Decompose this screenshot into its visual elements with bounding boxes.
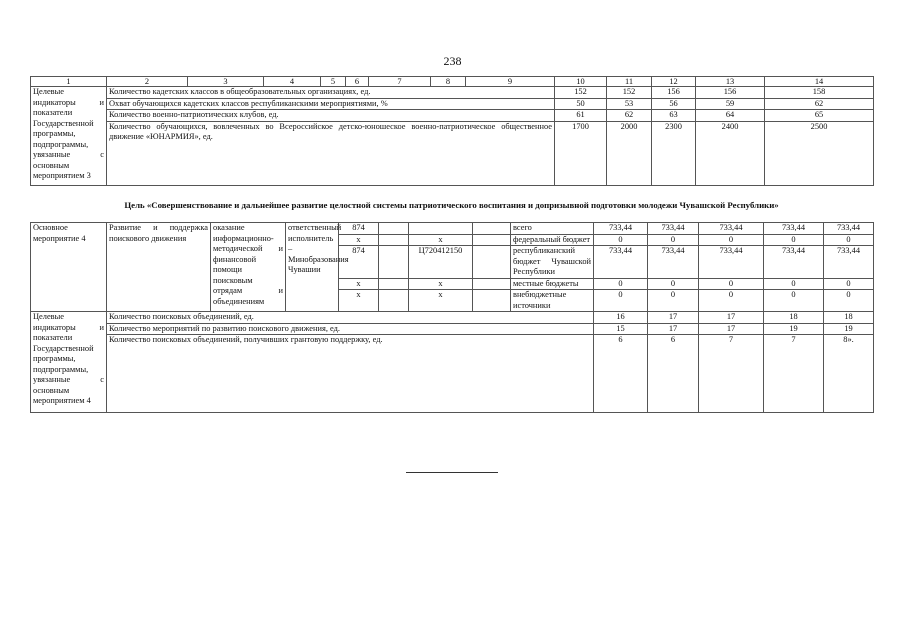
value-cell: 62 xyxy=(607,110,652,122)
empty-cell xyxy=(379,278,409,290)
col-num: 6 xyxy=(346,77,369,87)
code-cell: x xyxy=(339,278,379,290)
value-cell: 733,44 xyxy=(764,223,824,235)
value-cell: 56 xyxy=(652,98,696,110)
value-cell: 6 xyxy=(594,335,648,413)
value-cell: 152 xyxy=(607,87,652,99)
col-num: 14 xyxy=(765,77,874,87)
value-cell: 17 xyxy=(648,312,699,324)
value-cell: 19 xyxy=(824,323,874,335)
value-cell: 0 xyxy=(764,234,824,246)
col-num: 10 xyxy=(555,77,607,87)
value-cell: 19 xyxy=(764,323,824,335)
footer-rule xyxy=(406,472,498,473)
value-cell: 1700 xyxy=(555,121,607,185)
goal-heading: Цель «Совершенствование и дальнейшее развитие целостной системы патриотического воспитания и допризывной подготовки молодежи Чувашской Республики» xyxy=(124,200,779,210)
value-cell: 156 xyxy=(652,87,696,99)
col-num: 13 xyxy=(696,77,765,87)
col-num: 5 xyxy=(321,77,346,87)
value-cell: 0 xyxy=(594,234,648,246)
col-num: 1 xyxy=(31,77,107,87)
code-cell: x xyxy=(409,290,473,312)
value-cell: 0 xyxy=(824,234,874,246)
col-num: 3 xyxy=(188,77,264,87)
value-cell: 0 xyxy=(764,290,824,312)
indicators-table-3 xyxy=(30,76,874,186)
code-cell: x xyxy=(409,278,473,290)
code-cell xyxy=(409,223,473,235)
indicator-text: Охват обучающихся кадетских классов республиканскими мероприятиями, % xyxy=(107,98,555,110)
indicator-text: Количество мероприятий по развитию поискового движения, ед. xyxy=(107,323,594,335)
empty-cell xyxy=(473,234,511,246)
value-cell: 6 xyxy=(648,335,699,413)
value-cell: 61 xyxy=(555,110,607,122)
code-cell: 874 xyxy=(339,223,379,235)
col-num: 9 xyxy=(466,77,555,87)
value-cell: 0 xyxy=(764,278,824,290)
value-cell: 0 xyxy=(699,278,764,290)
column-number-row xyxy=(31,77,874,87)
indicator-text: Количество поисковых объединений, ед. xyxy=(107,312,594,324)
responsible-executor: ответственный исполнитель – Минобразования Чувашии xyxy=(286,223,339,312)
table-row xyxy=(31,323,874,335)
empty-cell xyxy=(473,290,511,312)
activity-table-4 xyxy=(30,222,874,413)
value-cell: 63 xyxy=(652,110,696,122)
empty-cell xyxy=(473,278,511,290)
activity-task: оказание информационно-методической и финансовой помощи поисковым отрядам и объединениям xyxy=(211,223,286,312)
table-row xyxy=(31,223,874,235)
code-cell: 874 xyxy=(339,246,379,279)
table-row xyxy=(31,335,874,413)
value-cell: 65 xyxy=(765,110,874,122)
col-num: 11 xyxy=(607,77,652,87)
value-cell: 0 xyxy=(648,234,699,246)
value-cell: 2000 xyxy=(607,121,652,185)
indicators-label: Целевые индикаторы и показатели Государственной программы, подпрограммы, увязанные с основным мероприятием 3 xyxy=(31,87,107,186)
code-cell: x xyxy=(409,234,473,246)
value-cell: 158 xyxy=(765,87,874,99)
activity-name: Развитие и поддержка поискового движения xyxy=(107,223,211,312)
empty-cell xyxy=(379,223,409,235)
value-cell: 59 xyxy=(696,98,765,110)
value-cell: 64 xyxy=(696,110,765,122)
value-cell: 733,44 xyxy=(824,246,874,279)
empty-cell xyxy=(473,246,511,279)
value-cell: 18 xyxy=(764,312,824,324)
col-num: 8 xyxy=(431,77,466,87)
value-cell: 18 xyxy=(824,312,874,324)
value-cell: 733,44 xyxy=(594,246,648,279)
source-cell: всего xyxy=(511,223,594,235)
value-cell: 0 xyxy=(648,278,699,290)
col-num: 7 xyxy=(369,77,431,87)
indicators-label: Целевые индикаторы и показатели Государственной программы, подпрограммы, увязанные с основным мероприятием 4 xyxy=(31,312,107,413)
value-cell: 152 xyxy=(555,87,607,99)
value-cell: 2500 xyxy=(765,121,874,185)
value-cell: 8». xyxy=(824,335,874,413)
value-cell: 62 xyxy=(765,98,874,110)
value-cell: 733,44 xyxy=(699,223,764,235)
empty-cell xyxy=(379,246,409,279)
value-cell: 733,44 xyxy=(648,246,699,279)
value-cell: 17 xyxy=(699,323,764,335)
empty-cell xyxy=(473,223,511,235)
value-cell: 16 xyxy=(594,312,648,324)
value-cell: 733,44 xyxy=(824,223,874,235)
table-row xyxy=(31,121,874,185)
source-cell: федеральный бюджет xyxy=(511,234,594,246)
value-cell: 0 xyxy=(648,290,699,312)
value-cell: 0 xyxy=(594,278,648,290)
value-cell: 17 xyxy=(648,323,699,335)
page-number: 238 xyxy=(443,54,462,68)
table-row xyxy=(31,98,874,110)
value-cell: 2300 xyxy=(652,121,696,185)
source-cell: местные бюджеты xyxy=(511,278,594,290)
code-cell: Ц720412150 xyxy=(409,246,473,279)
col-num: 12 xyxy=(652,77,696,87)
empty-cell xyxy=(379,234,409,246)
indicator-text: Количество поисковых объединений, получивших грантовую поддержку, ед. xyxy=(107,335,594,413)
value-cell: 7 xyxy=(764,335,824,413)
value-cell: 17 xyxy=(699,312,764,324)
value-cell: 733,44 xyxy=(699,246,764,279)
value-cell: 733,44 xyxy=(594,223,648,235)
source-cell: республиканский бюджет Чувашской Республики xyxy=(511,246,594,279)
source-cell: внебюджетные источники xyxy=(511,290,594,312)
indicator-text: Количество военно-патриотических клубов, ед. xyxy=(107,110,555,122)
value-cell: 0 xyxy=(699,234,764,246)
value-cell: 0 xyxy=(824,290,874,312)
empty-cell xyxy=(379,290,409,312)
value-cell: 50 xyxy=(555,98,607,110)
value-cell: 0 xyxy=(594,290,648,312)
activity-label: Основное мероприятие 4 xyxy=(31,223,107,312)
value-cell: 0 xyxy=(824,278,874,290)
code-cell: x xyxy=(339,234,379,246)
value-cell: 7 xyxy=(699,335,764,413)
col-num: 4 xyxy=(264,77,321,87)
value-cell: 53 xyxy=(607,98,652,110)
table-row xyxy=(31,312,874,324)
table-row xyxy=(31,87,874,99)
value-cell: 156 xyxy=(696,87,765,99)
value-cell: 0 xyxy=(699,290,764,312)
indicator-text: Количество кадетских классов в общеобразовательных организациях, ед. xyxy=(107,87,555,99)
indicator-text: Количество обучающихся, вовлеченных во Всероссийское детско-юношеское военно-патриотическое общественное движение «ЮНАРМИЯ», ед. xyxy=(107,121,555,185)
table-row xyxy=(31,110,874,122)
value-cell: 733,44 xyxy=(764,246,824,279)
code-cell: x xyxy=(339,290,379,312)
value-cell: 15 xyxy=(594,323,648,335)
col-num: 2 xyxy=(107,77,188,87)
value-cell: 733,44 xyxy=(648,223,699,235)
value-cell: 2400 xyxy=(696,121,765,185)
